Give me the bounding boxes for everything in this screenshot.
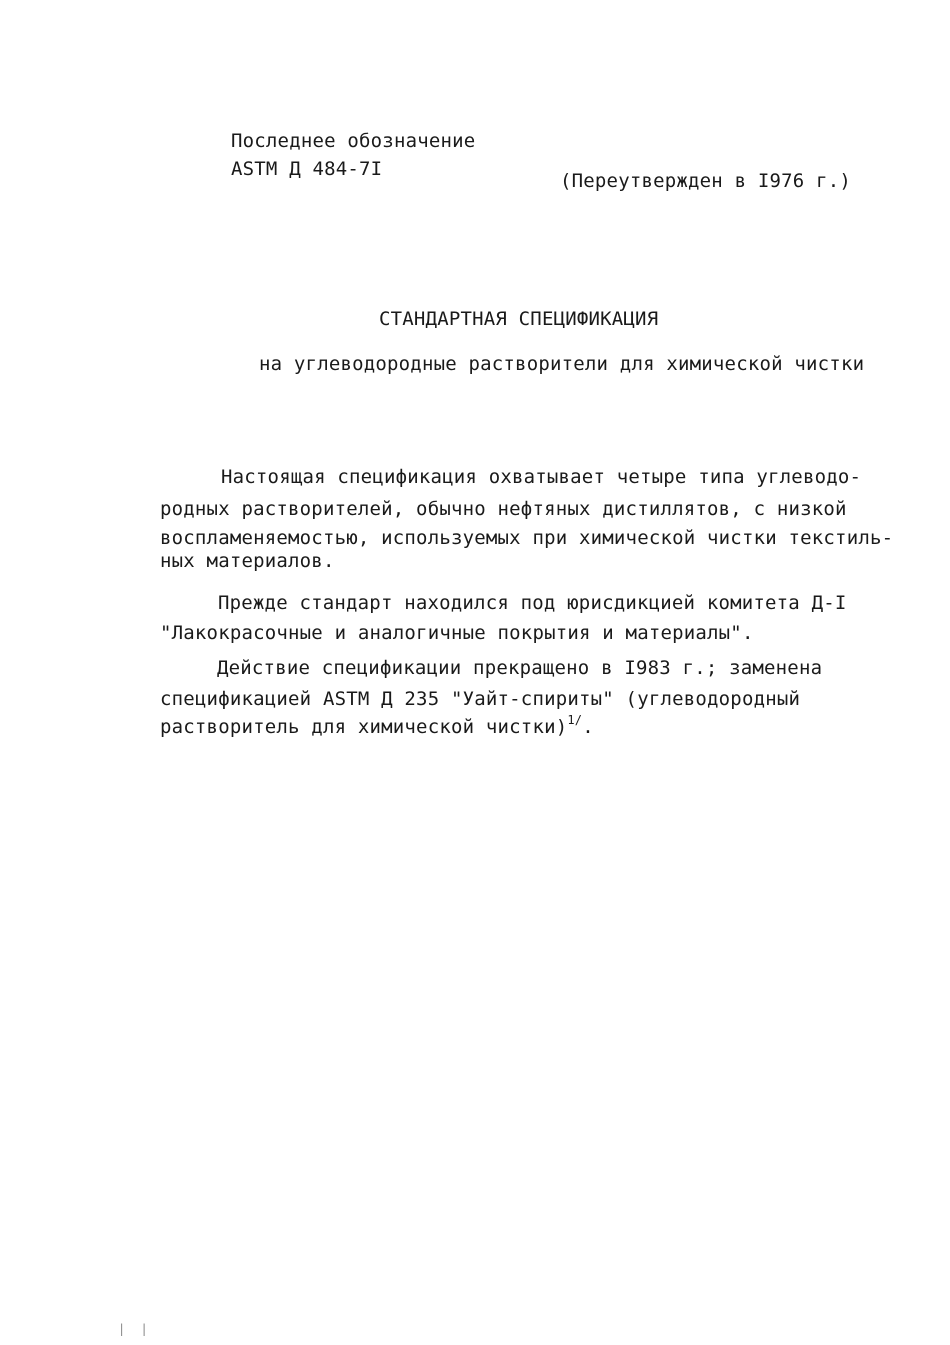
- paragraph1-line2: родных растворителей, обычно нефтяных дистиллятов, с низкой: [160, 498, 847, 520]
- footnote-reference: 1/: [567, 713, 583, 727]
- paragraph3-end: .: [582, 716, 594, 738]
- paragraph2-line2: "Лакокрасочные и аналогичные покрытия и материалы".: [160, 622, 754, 644]
- paragraph1-line4: ных материалов.: [160, 550, 335, 572]
- paragraph3-line2: спецификацией ASTM Д 235 "Уайт-спириты" (углеводородный: [160, 688, 801, 710]
- designation-code: ASTM Д 484-7I: [231, 158, 383, 180]
- paragraph1-line3: воспламеняемостью, используемых при химической чистки текстиль-: [160, 527, 894, 549]
- scan-mark: | |: [118, 1322, 152, 1336]
- paragraph2-line1: Прежде стандарт находился под юрисдикцией комитета Д-I: [218, 592, 847, 614]
- paragraph3-line1: Действие спецификации прекращено в I983 г.; заменена: [217, 657, 823, 679]
- document-subtitle: на углеводородные растворители для химической чистки: [259, 353, 865, 375]
- paragraph3-line3-text: растворитель для химической чистки): [160, 716, 568, 738]
- paragraph1-line1: Настоящая спецификация охватывает четыре типа углеводо-: [221, 466, 862, 488]
- document-title: СТАНДАРТНАЯ СПЕЦИФИКАЦИЯ: [379, 308, 659, 330]
- paragraph3-line3: [160, 713, 594, 738]
- reapproval-note: (Переутвержден в I976 г.): [560, 170, 851, 192]
- designation-label: Последнее обозначение: [231, 130, 476, 152]
